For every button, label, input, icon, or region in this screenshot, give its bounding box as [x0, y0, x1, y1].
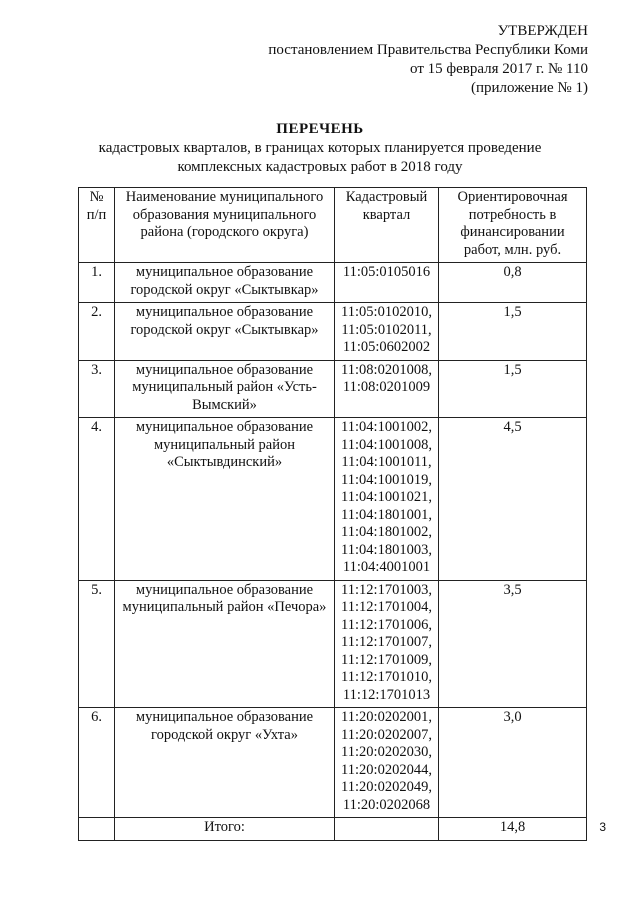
cadastral-quarter: 11:12:1701006,	[341, 616, 432, 633]
cadastral-quarters	[335, 360, 439, 418]
table-row	[79, 303, 587, 361]
row-number: 6.	[79, 708, 115, 818]
cadastral-quarters	[335, 580, 439, 708]
cadastral-quarter: 11:20:0202068	[342, 796, 431, 813]
cadastral-quarter: 11:20:0202049,	[341, 779, 432, 795]
cadastral-quarter: 11:20:0202030,	[341, 744, 432, 760]
financing-amount: 3,0	[439, 708, 587, 818]
approval-resolution: постановлением Правительства Республики Коми	[268, 42, 588, 58]
cadastral-quarter: 11:05:0102011,	[341, 321, 432, 338]
cadastral-quarter: 11:04:4001001	[342, 559, 431, 575]
cadastral-quarter: 11:20:0202007,	[341, 726, 432, 743]
table-body	[79, 263, 587, 818]
document-title	[0, 120, 640, 177]
cadastral-quarter: 11:04:1001002,	[341, 419, 432, 435]
table-row	[79, 360, 587, 418]
cadastral-quarter: 11:12:1701004,	[341, 599, 432, 615]
cadastral-quarter: 11:04:1801001,	[341, 506, 432, 523]
table-row	[79, 708, 587, 818]
total-label: Итого:	[115, 818, 335, 841]
total-row	[79, 818, 587, 841]
cadastral-quarter: 11:08:0201009	[342, 379, 431, 395]
approval-title: УТВЕРЖДЕН	[497, 23, 588, 39]
row-number: 1.	[79, 263, 115, 303]
financing-amount: 3,5	[439, 580, 587, 708]
municipality-name: муниципальное образование городской округ «Ухта»	[115, 708, 335, 818]
cadastral-quarter: 11:20:0202044,	[341, 761, 432, 778]
approval-block	[228, 22, 588, 98]
financing-amount: 4,5	[439, 418, 587, 581]
financing-amount: 0,8	[439, 263, 587, 303]
total-value: 14,8	[439, 818, 587, 841]
cadastral-table	[78, 187, 587, 841]
financing-amount: 1,5	[439, 360, 587, 418]
header-cadastral: Кадастровый квартал	[335, 188, 439, 263]
cadastral-quarter: 11:04:1801003,	[341, 541, 432, 558]
cadastral-quarters	[335, 303, 439, 361]
cadastral-quarter: 11:04:1801002,	[341, 524, 432, 540]
cadastral-quarter: 11:08:0201008,	[341, 361, 432, 378]
cadastral-quarter: 11:04:1001019,	[341, 471, 432, 488]
table-row	[79, 263, 587, 303]
cadastral-quarters	[335, 708, 439, 818]
cadastral-quarter: 11:04:1001021,	[341, 489, 432, 505]
row-number: 2.	[79, 303, 115, 361]
total-cadastral-cell	[335, 818, 439, 841]
cadastral-quarter: 11:12:1701013	[342, 686, 431, 703]
financing-amount: 1,5	[439, 303, 587, 361]
municipality-name: муниципальное образование городской округ «Сыктывкар»	[115, 303, 335, 361]
cadastral-quarter: 11:12:1701003,	[341, 581, 432, 598]
approval-appendix: (приложение № 1)	[470, 80, 588, 96]
cadastral-quarter: 11:05:0602002	[342, 339, 431, 355]
table-row	[79, 418, 587, 581]
cadastral-quarter: 11:05:0105016	[342, 264, 431, 280]
header-financing: Ориентировочная потребность в финансировании работ, млн. руб.	[439, 188, 587, 263]
cadastral-quarter: 11:04:1001008,	[341, 436, 432, 453]
cadastral-quarter: 11:20:0202001,	[341, 709, 432, 725]
total-num-cell	[79, 818, 115, 841]
row-number: 5.	[79, 580, 115, 708]
municipality-name: муниципальное образование муниципальный район «Печора»	[115, 580, 335, 708]
municipality-name: муниципальное образование муниципальный район «Сыктывдинский»	[115, 418, 335, 581]
cadastral-quarter: 11:05:0102010,	[341, 304, 432, 320]
title-subtitle-line2: комплексных кадастровых работ в 2018 году	[177, 159, 463, 175]
cadastral-quarters	[335, 263, 439, 303]
header-num: № п/п	[79, 188, 115, 263]
title-heading: ПЕРЕЧЕНЬ	[276, 121, 364, 137]
table-header-row	[79, 188, 587, 263]
cadastral-quarter: 11:04:1001011,	[341, 454, 432, 470]
cadastral-quarters	[335, 418, 439, 581]
approval-date: от 15 февраля 2017 г. № 110	[410, 61, 588, 77]
municipality-name: муниципальное образование муниципальный район «Усть-Вымский»	[115, 360, 335, 418]
cadastral-quarter: 11:12:1701010,	[341, 669, 432, 685]
table-row	[79, 580, 587, 708]
row-number: 4.	[79, 418, 115, 581]
municipality-name: муниципальное образование городской округ «Сыктывкар»	[115, 263, 335, 303]
page-number: 3	[599, 820, 606, 834]
cadastral-quarter: 11:12:1701009,	[341, 651, 432, 668]
cadastral-quarter: 11:12:1701007,	[341, 634, 432, 650]
title-subtitle-line1: кадастровых кварталов, в границах которых планируется проведение	[98, 140, 542, 156]
header-name: Наименование муниципального образования муниципального района (городского округа)	[115, 188, 335, 263]
row-number: 3.	[79, 360, 115, 418]
